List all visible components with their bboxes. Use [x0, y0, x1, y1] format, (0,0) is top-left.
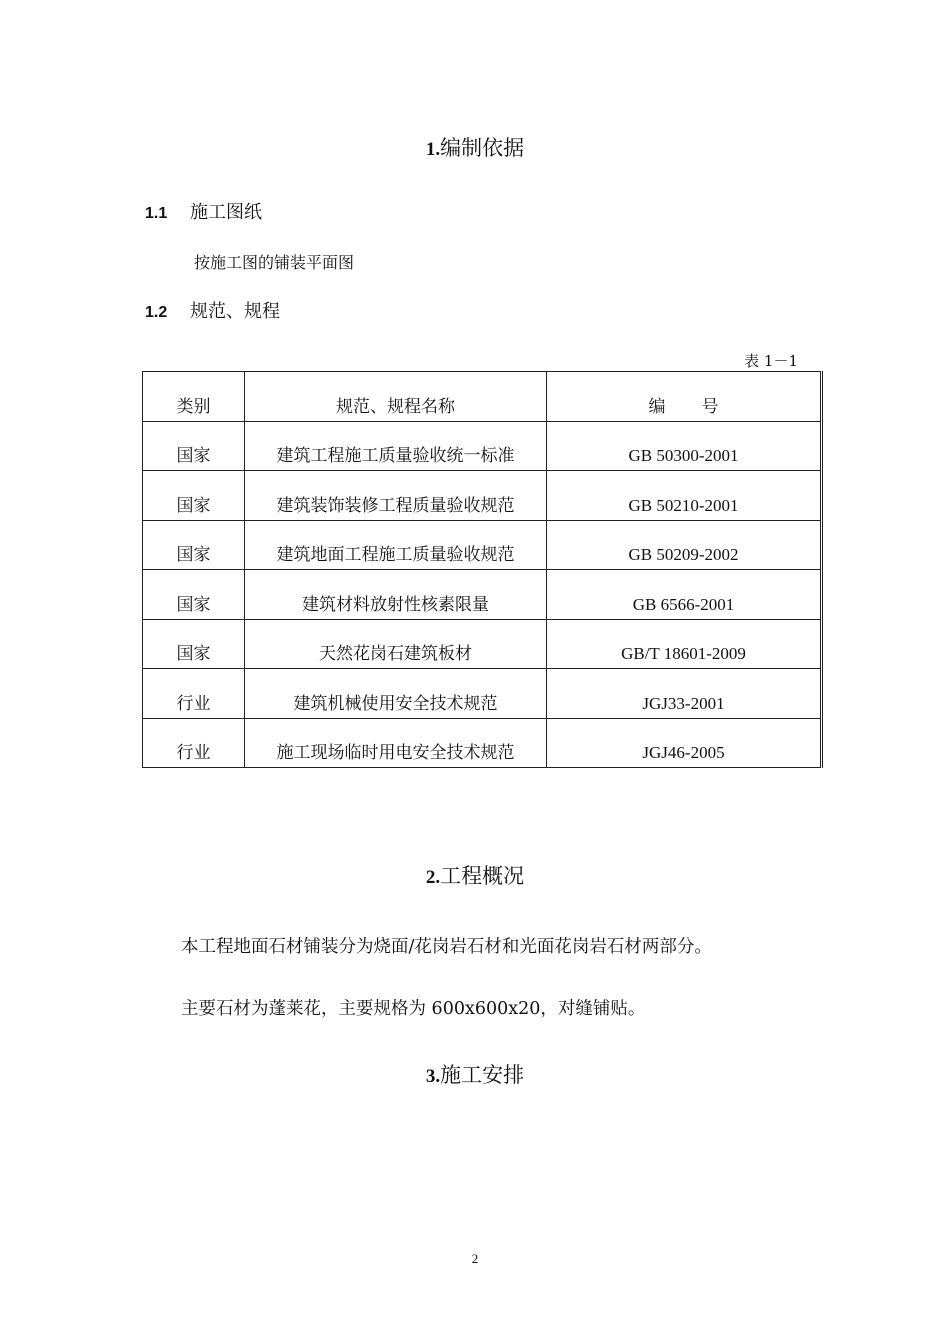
table-row — [143, 718, 822, 768]
subsection-1-1-number: 1.1 — [145, 205, 168, 222]
section-2-title: 工程概况 — [440, 864, 525, 888]
table-row — [143, 669, 822, 719]
section-2-paragraph-2: 主要石材为蓬莱花，主要规格为 600x600x20，对缝铺贴。 — [181, 999, 646, 1019]
row-name: 建筑地面工程施工质量验收规范 — [245, 520, 547, 570]
header-name: 规范、规程名称 — [245, 372, 547, 422]
subsection-1-2-number: 1.2 — [145, 304, 168, 321]
subsection-1-1-body: 按施工图的铺装平面图 — [194, 253, 355, 272]
table-row — [143, 471, 822, 521]
row-category: 国家 — [143, 619, 245, 669]
table-row — [143, 520, 822, 570]
row-category: 国家 — [143, 471, 245, 521]
row-name: 建筑工程施工质量验收统一标准 — [245, 421, 547, 471]
row-code: GB 50209-2002 — [547, 520, 822, 570]
table-caption: 表 1－1 — [744, 352, 798, 370]
row-category: 国家 — [143, 421, 245, 471]
row-name: 建筑机械使用安全技术规范 — [245, 669, 547, 719]
row-category: 行业 — [143, 669, 245, 719]
section-2-heading — [0, 860, 950, 890]
row-name: 建筑装饰装修工程质量验收规范 — [245, 471, 547, 521]
row-code: GB 50300-2001 — [547, 421, 822, 471]
row-code: JGJ33-2001 — [547, 669, 822, 719]
subsection-1-2-heading — [145, 297, 280, 323]
table-row — [143, 619, 822, 669]
table-row — [143, 570, 822, 620]
table-row — [143, 421, 822, 471]
row-code: JGJ46-2005 — [547, 718, 822, 768]
page-number: 2 — [471, 1251, 479, 1266]
section-3-title: 施工安排 — [440, 1063, 525, 1087]
section-2-paragraph-1: 本工程地面石材铺装分为烧面/花岗岩石材和光面花岗岩石材两部分。 — [181, 937, 712, 957]
header-code-label: 编号 — [648, 396, 755, 416]
subsection-1-1-heading — [145, 198, 262, 224]
section-1-number: 1. — [425, 139, 441, 160]
row-name: 施工现场临时用电安全技术规范 — [245, 718, 547, 768]
row-category: 国家 — [143, 570, 245, 620]
row-category: 行业 — [143, 718, 245, 768]
subsection-1-1-title: 施工图纸 — [190, 202, 262, 223]
section-2-number: 2. — [425, 867, 441, 888]
standards-table — [142, 371, 823, 768]
section-1-title: 编制依据 — [440, 136, 525, 160]
section-1-heading — [0, 132, 950, 162]
row-category: 国家 — [143, 520, 245, 570]
row-name: 天然花岗石建筑板材 — [245, 619, 547, 669]
header-category: 类别 — [143, 372, 245, 422]
section-3-heading — [0, 1059, 950, 1089]
row-name: 建筑材料放射性核素限量 — [245, 570, 547, 620]
row-code: GB/T 18601-2009 — [547, 619, 822, 669]
subsection-1-2-title: 规范、规程 — [190, 301, 280, 322]
section-3-number: 3. — [425, 1066, 441, 1087]
row-code: GB 6566-2001 — [547, 570, 822, 620]
header-code — [547, 372, 822, 422]
table-header-row — [143, 372, 822, 422]
row-code: GB 50210-2001 — [547, 471, 822, 521]
